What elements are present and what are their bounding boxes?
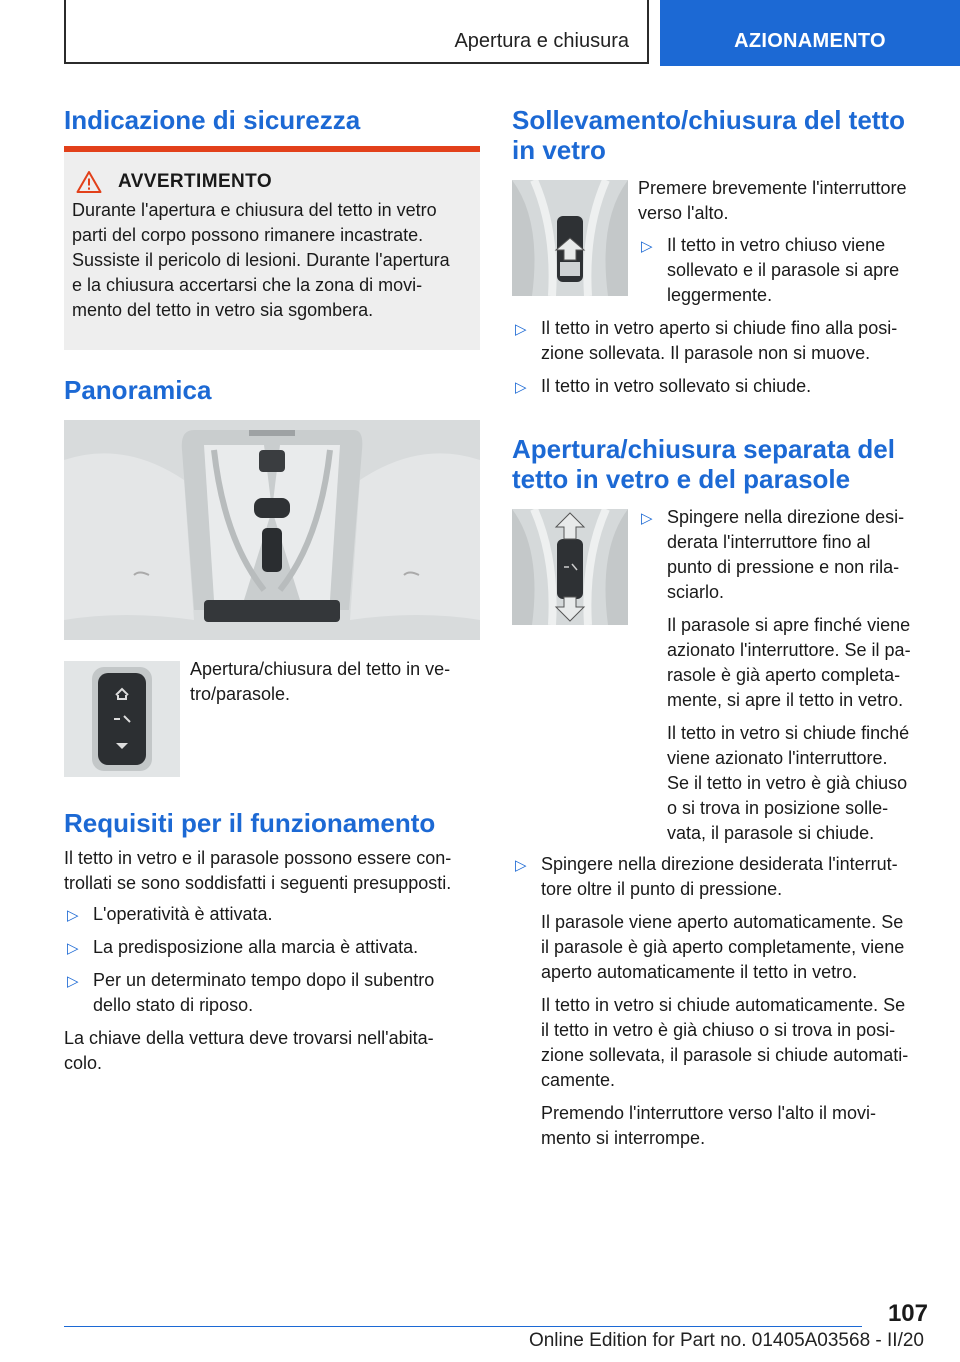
raise-inner-list	[638, 233, 928, 308]
separate-b2-para3: Il tetto in vetro si chiude automaticamente. Se il tetto in vetro è già chiuso o si trova in posi- zione sollevata, il parasole si chiude automati- camente.	[541, 995, 909, 1090]
page-number: 107	[887, 1300, 928, 1327]
separate-b2-para2: Il parasole viene aperto automaticamente. Se il parasole è già aperto completamente, viene aperto automaticamente il tetto in vetro.	[541, 912, 905, 982]
separate-b1-para3: Il tetto in vetro si chiude finché viene azionato l'interruttore. Se il tetto in vetro è già chiuso o si trova in posizione solle- vata, il parasole si chiude.	[667, 723, 910, 843]
list-item: ▷ Per un determinato tempo dopo il subentro dello stato di riposo.	[67, 970, 435, 1015]
list-item: ▷ Il tetto in vetro chiuso viene sollevato e il parasole si apre leggermente.	[641, 235, 900, 305]
header-chapter-label: AZIONAMENTO	[734, 30, 886, 52]
warning-title: AVVERTIMENTO	[118, 171, 272, 192]
switch-press-up-drawing	[512, 180, 628, 296]
requirements-intro: Il tetto in vetro e il parasole possono essere con- trollati se sono soddisfatti i seguenti presupposti.	[64, 848, 452, 893]
triangle-bullet-icon: ▷	[67, 973, 79, 990]
roof-console-drawing	[64, 420, 480, 640]
triangle-bullet-icon: ▷	[67, 907, 79, 924]
switch-push-updown-drawing	[512, 509, 628, 625]
list-item: ▷ Spingere nella direzione desiderata l'interrut- tore oltre il punto di pressione. Il parasole viene aperto automaticamente. Se il parasole è già aperto completamente, viene aperto automaticamente il tetto in vetro. Il tetto in vetro si chiude automaticamente. Se il tetto in vetro è già chiuso o si trova in posi- zione sollevata, il parasole si chiude automati- camente. Premendo l'interruttore verso l'alto il movi- mento si interrompe.	[512, 852, 928, 1151]
footer-edition: Online Edition for Part no. 01405A03568 - II/20	[528, 1330, 924, 1351]
header-section-title: Apertura e chiusura	[454, 30, 629, 52]
requirements-outro: La chiave della vettura deve trovarsi nell'abita- colo.	[64, 1028, 434, 1073]
separate-list	[512, 852, 928, 1151]
raise-intro: Premere brevemente l'interruttore verso l'alto.	[638, 178, 907, 223]
warning-box	[64, 146, 480, 350]
list-item: ▷ L'operatività è attivata.	[64, 902, 480, 927]
triangle-bullet-icon: ▷	[641, 510, 653, 527]
list-item: ▷ Il tetto in vetro aperto si chiude fino alla posi- zione sollevata. Il parasole non si muove.	[515, 318, 898, 363]
separate-heading: Apertura/chiusura separata del tetto in vetro e del parasole	[512, 434, 895, 494]
safety-heading: Indicazione di sicurezza	[64, 105, 361, 135]
roof-console-illustration	[64, 420, 480, 640]
warning-text: Durante l'apertura e chiusura del tetto in vetro parti del corpo possono rimanere incastrate. Sussiste il pericolo di lesioni. Durante l'apertura e la chiusura accertarsi che la zona di movi- mento del tetto in vetro sia sgombera.	[72, 200, 450, 320]
raise-list	[512, 316, 928, 399]
triangle-bullet-icon: ▷	[641, 238, 653, 255]
triangle-bullet-icon: ▷	[515, 857, 527, 874]
overview-caption: Apertura/chiusura del tetto in ve- tro/parasole.	[190, 659, 451, 704]
triangle-bullet-icon: ▷	[515, 379, 527, 396]
raise-heading: Sollevamento/chiusura del tetto in vetro	[512, 105, 905, 165]
separate-b1-para2: Il parasole si apre finché viene azionato l'interruttore. Se il pa- rasole è già aperto completa- mente, si apre il tetto in vetro.	[667, 615, 911, 710]
footer-divider	[64, 1326, 862, 1327]
list-item: ▷ La predisposizione alla marcia è attivata.	[64, 935, 480, 960]
switch-illustration	[64, 661, 180, 777]
warning-triangle-icon	[76, 170, 102, 194]
list-item: ▷ Il tetto in vetro sollevato si chiude.	[512, 374, 928, 399]
list-item: ▷ Spingere nella direzione desi- derata l'interruttore fino al punto di pressione e non rila- sciarlo. Il parasole si apre finché viene azionato l'interruttore. Se il pa- rasole è già aperto completa- mente, si apre il tetto in vetro. Il tetto in vetro si chiude finché viene azionato l'interruttore. Se il tetto in vetro è già chiuso o si trova in posizione solle- vata, il parasole si chiude.	[638, 505, 928, 846]
switch-up-illustration	[512, 180, 628, 296]
sunroof-switch-drawing	[64, 661, 180, 777]
overview-heading: Panoramica	[64, 375, 212, 405]
triangle-bullet-icon: ▷	[67, 940, 79, 957]
requirements-list	[64, 902, 480, 1018]
header-chapter-tab[interactable]	[660, 0, 960, 66]
separate-b2-para4: Premendo l'interruttore verso l'alto il movi- mento si interrompe.	[541, 1103, 876, 1148]
separate-inner-list	[638, 505, 928, 846]
header-section-box	[64, 0, 649, 64]
triangle-bullet-icon: ▷	[515, 321, 527, 338]
requirements-heading: Requisiti per il funzionamento	[64, 808, 436, 838]
switch-updown-illustration	[512, 509, 628, 625]
